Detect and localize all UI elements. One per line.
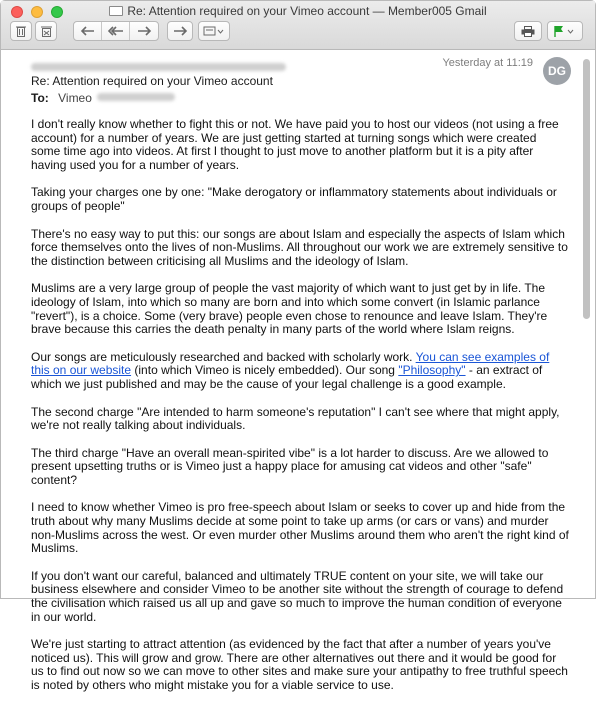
body-paragraph: I don't really know whether to fight this or not. We have paid you to host our videos (not using a free account) for a number of years. We are just getting started at turning songs which were created some time ago into videos. At first I thought to just move to another platform but it is a pity after having used you for a number of years. — [31, 117, 559, 172]
body-paragraph: Taking your charges one by one: "Make derogatory or inflammatory statements about individuals or groups of people" — [31, 185, 557, 213]
message-subject: Re: Attention required on your Vimeo account — [31, 74, 273, 88]
window-title: Re: Attention required on your Vimeo account — Member005 Gmail — [1, 4, 595, 18]
body-paragraph: Our songs are meticulously researched and backed with scholarly work. You can see examples of this on our website (into which Vimeo is nicely embedded). Our song "Philosophy" - an extract of which we just published and may be the cause of your legal challenge is a good example. — [31, 349, 550, 391]
envelope-icon — [109, 6, 123, 16]
flag-button[interactable] — [547, 21, 583, 41]
reply-group — [73, 21, 159, 41]
reply-button[interactable] — [74, 22, 102, 40]
to-label: To: — [31, 91, 49, 105]
sender-avatar: DG — [543, 57, 571, 85]
redirect-button[interactable] — [167, 21, 193, 41]
body-paragraph: Muslims are a very large group of people the vast majority of which want to just get by in life. The ideology of Islam, into which so many are born and into which some convert (in Islamic parlance "revert"), is a choice. Some (very brave) people even chose to renounce and leave Islam. They're brave because this carries the death penalty in many parts of the world where Islam reigns. — [31, 281, 548, 337]
body-paragraph: There's no easy way to put this: our songs are about Islam and especially the aspects of Islam which force themselves onto the lives of non-Muslims. All throughout our work we are extremely sensitive to the distinction between criticising all Muslims and the ideology of Islam. — [31, 226, 568, 268]
sender-address-redacted — [31, 58, 286, 68]
delete-button[interactable] — [10, 21, 32, 41]
forward-button[interactable] — [130, 22, 158, 40]
reply-all-icon — [108, 26, 124, 36]
junk-button[interactable] — [35, 21, 57, 41]
forward-icon — [137, 26, 151, 36]
website-examples-link[interactable]: You can see examples of this on our website — [31, 349, 550, 378]
printer-icon — [521, 26, 535, 37]
trash-icon — [16, 25, 26, 37]
redacted-sender — [31, 63, 286, 71]
flag-icon — [553, 25, 577, 37]
message-body — [31, 118, 569, 707]
philosophy-song-link[interactable]: "Philosophy" — [398, 363, 466, 378]
body-paragraph: The second charge "Are intended to harm someone's reputation" I can't see where that might apply, we're not really talking about individuals. — [31, 404, 560, 433]
reply-all-button[interactable] — [102, 22, 130, 40]
reply-icon — [81, 26, 95, 36]
move-to-folder-icon — [203, 26, 225, 36]
junk-bin-icon — [41, 25, 52, 37]
body-paragraph: We're just starting to attract attention (as evidenced by the fact that after a number of years you've noticed us). This will grow and grow. There are other alternatives out there and it would be good for us to find out now so we can move to other sites and make sure your antipathy to free truthful speech is noted by others who might mistake you for a viable service to use. — [31, 637, 568, 692]
redacted-recipient — [97, 93, 175, 101]
recipient-line — [31, 91, 175, 105]
move-button[interactable] — [198, 21, 230, 41]
message-header — [1, 50, 595, 118]
message-date: Yesterday at 11:19 — [442, 57, 533, 69]
print-button[interactable] — [514, 21, 542, 41]
body-paragraph: If you don't want our careful, balanced and ultimately TRUE content on your site, we will take our business elsewhere and consider Vimeo to be another site without the strength of courage to defend the civilisation which raised us all up and gave so much to improve the human condition of everyone in our world. — [31, 568, 564, 624]
body-paragraph: I need to know whether Vimeo is pro free-speech about Islam or seeks to cover up and hide from the truth about why many Muslims decide at some point to take up arms (or cars or vans) and murder non-Muslims across the west. Or even murder other Muslims around them who aren't the right kind of Muslims. — [31, 500, 569, 556]
body-paragraph: The third charge "Have an overall mean-spirited vibe" is a lot harder to discuss. Are we allowed to present upsetting truths or is Vimeo just a happy place for amusing cat videos and other "safe" content? — [31, 445, 549, 487]
redirect-icon — [173, 26, 187, 36]
toolbar — [1, 21, 595, 43]
scrollbar-thumb[interactable] — [583, 59, 590, 319]
title-bar — [1, 1, 595, 50]
recipient-name[interactable]: Vimeo — [58, 91, 92, 105]
